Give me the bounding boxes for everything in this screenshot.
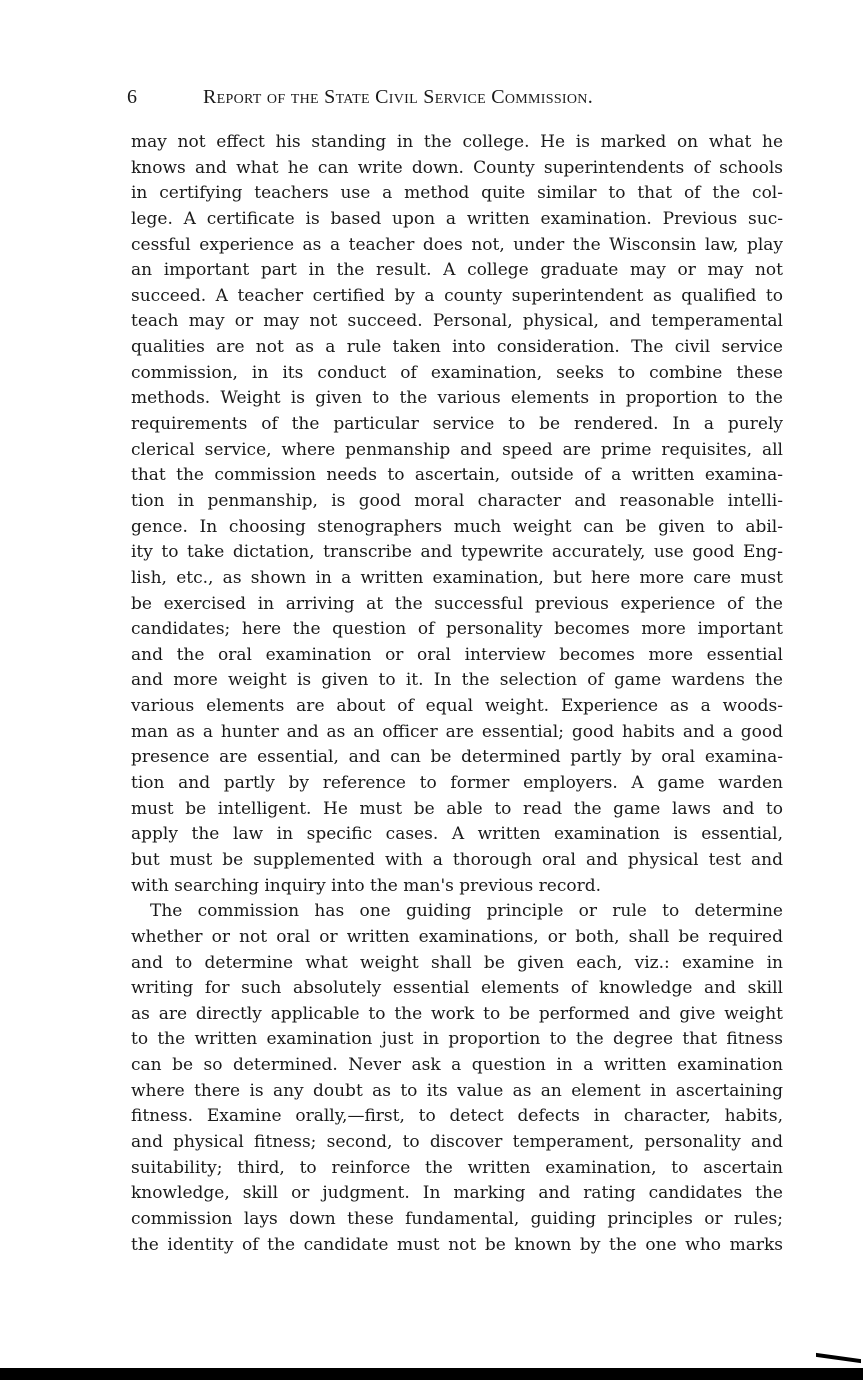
scan-artifact (816, 1353, 861, 1363)
text-line: succeed. A teacher certified by a county superintendent as qualified to (131, 285, 783, 306)
text-line: and more weight is given to it. In the selection of game wardens the (131, 670, 783, 691)
text-line: commission, in its conduct of examination, seeks to combine these (131, 362, 783, 383)
text-line: whether or not oral or written examinations, or both, shall be required (131, 926, 783, 947)
text-line: The commission has one guiding principle or rule to determine (150, 901, 783, 922)
text-line: suitability; third, to reinforce the written examination, to ascertain (131, 1157, 783, 1178)
text-line: where there is any doubt as to its value as an element in ascertaining (131, 1080, 783, 1101)
text-line: and to determine what weight shall be given each, viz.: examine in (131, 952, 783, 973)
text-line: qualities are not as a rule taken into consideration. The civil service (131, 337, 783, 358)
text-line: and the oral examination or oral interview becomes more essential (131, 644, 783, 665)
text-line: can be so determined. Never ask a question in a written examination (131, 1055, 783, 1076)
text-line: requirements of the particular service to be rendered. In a purely (131, 414, 783, 435)
text-line: lish, etc., as shown in a written examination, but here more care must (131, 567, 783, 588)
page-number: 6 (127, 86, 137, 108)
text-line: may not effect his standing in the college. He is marked on what he (131, 132, 783, 152)
text-line: man as a hunter and as an officer are essential; good habits and a good (131, 721, 783, 742)
text-line: knowledge, skill or judgment. In marking and rating candidates the (131, 1183, 783, 1204)
text-line: and physical fitness; second, to discover temperament, personality and (131, 1131, 783, 1152)
text-line: that the commission needs to ascertain, outside of a written examina- (131, 465, 783, 486)
text-line: gence. In choosing stenographers much weight can be given to abil- (131, 516, 783, 537)
text-line: tion and partly by reference to former employers. A game warden (131, 773, 783, 794)
text-line: but must be supplemented with a thorough oral and physical test and (131, 849, 783, 870)
text-line: ity to take dictation, transcribe and typewrite accurately, use good Eng- (131, 542, 783, 563)
body-text (131, 130, 783, 1258)
text-line: fitness. Examine orally,—first, to detect defects in character, habits, (131, 1106, 783, 1127)
text-line: presence are essential, and can be determined partly by oral examina- (131, 747, 783, 768)
text-line: commission lays down these fundamental, guiding principles or rules; (131, 1208, 783, 1229)
text-line: clerical service, where penmanship and speed are prime requisites, all (131, 439, 783, 460)
text-line: lege. A certificate is based upon a written examination. Previous suc- (131, 208, 783, 229)
text-line: cessful experience as a teacher does not, under the Wisconsin law, play (131, 234, 783, 255)
text-line: methods. Weight is given to the various elements in proportion to the (131, 388, 783, 409)
paragraph-2 (131, 899, 783, 1258)
running-title: Report of the State Civil Service Commission. (203, 86, 594, 108)
running-header (127, 86, 707, 114)
text-line: an important part in the result. A college graduate may or may not (131, 260, 783, 281)
text-line: tion in penmanship, is good moral character and reasonable intelli- (131, 490, 783, 511)
text-line: candidates; here the question of personality becomes more important (131, 619, 783, 640)
paragraph-1 (131, 130, 783, 899)
text-line: the identity of the candidate must not be known by the one who marks (131, 1234, 783, 1255)
text-line: be exercised in arriving at the successful previous experience of the (131, 593, 783, 614)
text-line: various elements are about of equal weight. Experience as a woods- (131, 696, 783, 717)
text-line: knows and what he can write down. County superintendents of schools (131, 157, 783, 178)
text-line: with searching inquiry into the man's previous record. (131, 875, 602, 896)
text-line: apply the law in specific cases. A written examination is essential, (131, 824, 783, 845)
scan-bottom-edge (0, 1368, 863, 1380)
text-line: must be intelligent. He must be able to read the game laws and to (131, 798, 783, 819)
text-line: teach may or may not succeed. Personal, physical, and temperamental (131, 311, 783, 332)
text-line: in certifying teachers use a method quite similar to that of the col- (131, 183, 783, 204)
text-line: as are directly applicable to the work to be performed and give weight (131, 1003, 783, 1024)
text-line: writing for such absolutely essential elements of knowledge and skill (131, 978, 783, 999)
text-line: to the written examination just in proportion to the degree that fitness (131, 1029, 783, 1050)
